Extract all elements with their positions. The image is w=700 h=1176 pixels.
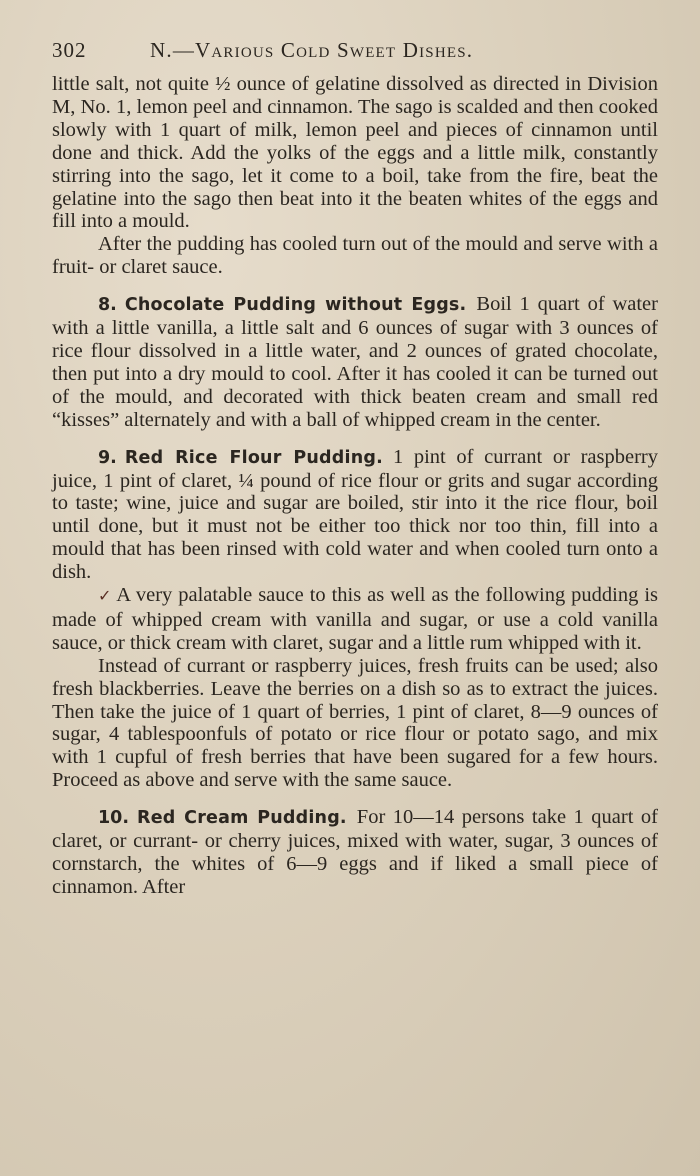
recipe-title: Red Rice Flour Pudding. [124,447,383,468]
pencil-check-mark: ✓ [98,588,113,606]
recipe-body: For 10—14 persons take 1 quart of claret, or currant- or cherry juices, mixed with water, sugar, 3 ounces of cornstarch, the whites of 6—9 eggs and if liked a small piece of cinnamon. After [52,806,659,898]
recipe-title: Chocolate Pudding without Eggs. [124,295,467,316]
recipe-number: 10. [98,808,130,829]
recipe-9 [52,446,658,793]
continuation-paragraph: little salt, not quite ½ ounce of gelatine dissolved as directed in Division M, No. 1, lemon peel and cinnamon. The sago is scalded and then cooked slowly with 1 quart of milk, lemon peel and pieces of cinnamon until done and thick. Add the yolks of the eggs and a little milk, constantly stirring into the sago, let it come to a boil, take from the fire, beat the gelatine into the sago then beat into it the beaten whites of the eggs and fill into a mould. [52,73,658,233]
recipe-number: 9. [98,447,117,468]
page-number: 302 [52,38,87,62]
serving-paragraph: After the pudding has cooled turn out of the mould and serve with a fruit- or claret sauce. [52,233,658,279]
recipe-body: Boil 1 quart of water with a little vanilla, a little salt and 6 ounces of sugar with 3 ounces of rice flour dissolved in a little water, and 2 ounces of grated chocolate, then put into a dry mould to cool. After it has cooled it can be turned out of the mould, and decorated with thick beaten cream and small red “kisses” alternately and with a ball of whipped cream in the center. [52,293,658,431]
recipe-10 [52,806,658,899]
sauce-paragraph [52,584,658,655]
fresh-fruit-paragraph: Instead of currant or raspberry juices, fresh fruits can be used; also fresh blackberries. Leave the berries on a dish so as to extract the juices. Then take the juice of 1 quart of berries, 1 pint of claret, 8—9 ounces of sugar, 4 tablespoonfuls of potato or rice flour or potato sago, and mix with 1 cupful of fresh berries that have been sugared for a few hours. Proceed as above and serve with the same sauce. [52,654,658,792]
recipe-body: 1 pint of currant or raspberry juice, 1 pint of claret, ¼ pound of rice flour or grits and sugar according to taste; wine, juice and sugar are boiled, stir into it the rice flour, boil until done, but it must not be either too thick nor too thin, fill into a mould that has been rinsed with cold water and when cooled turn onto a dish. [52,445,659,584]
page-header [52,38,658,63]
recipe-number: 8. [98,295,117,316]
recipe-8 [52,293,658,431]
running-head: N.—Various Cold Sweet Dishes. [150,38,474,62]
recipe-title: Red Cream Pudding. [137,808,347,829]
sauce-text: A very palatable sauce to this as well as the following pudding is made of whipped cream with vanilla and sugar, or use a cold vanilla sauce, or thick cream with claret, sugar and a little rum whipped with it. [52,584,659,654]
